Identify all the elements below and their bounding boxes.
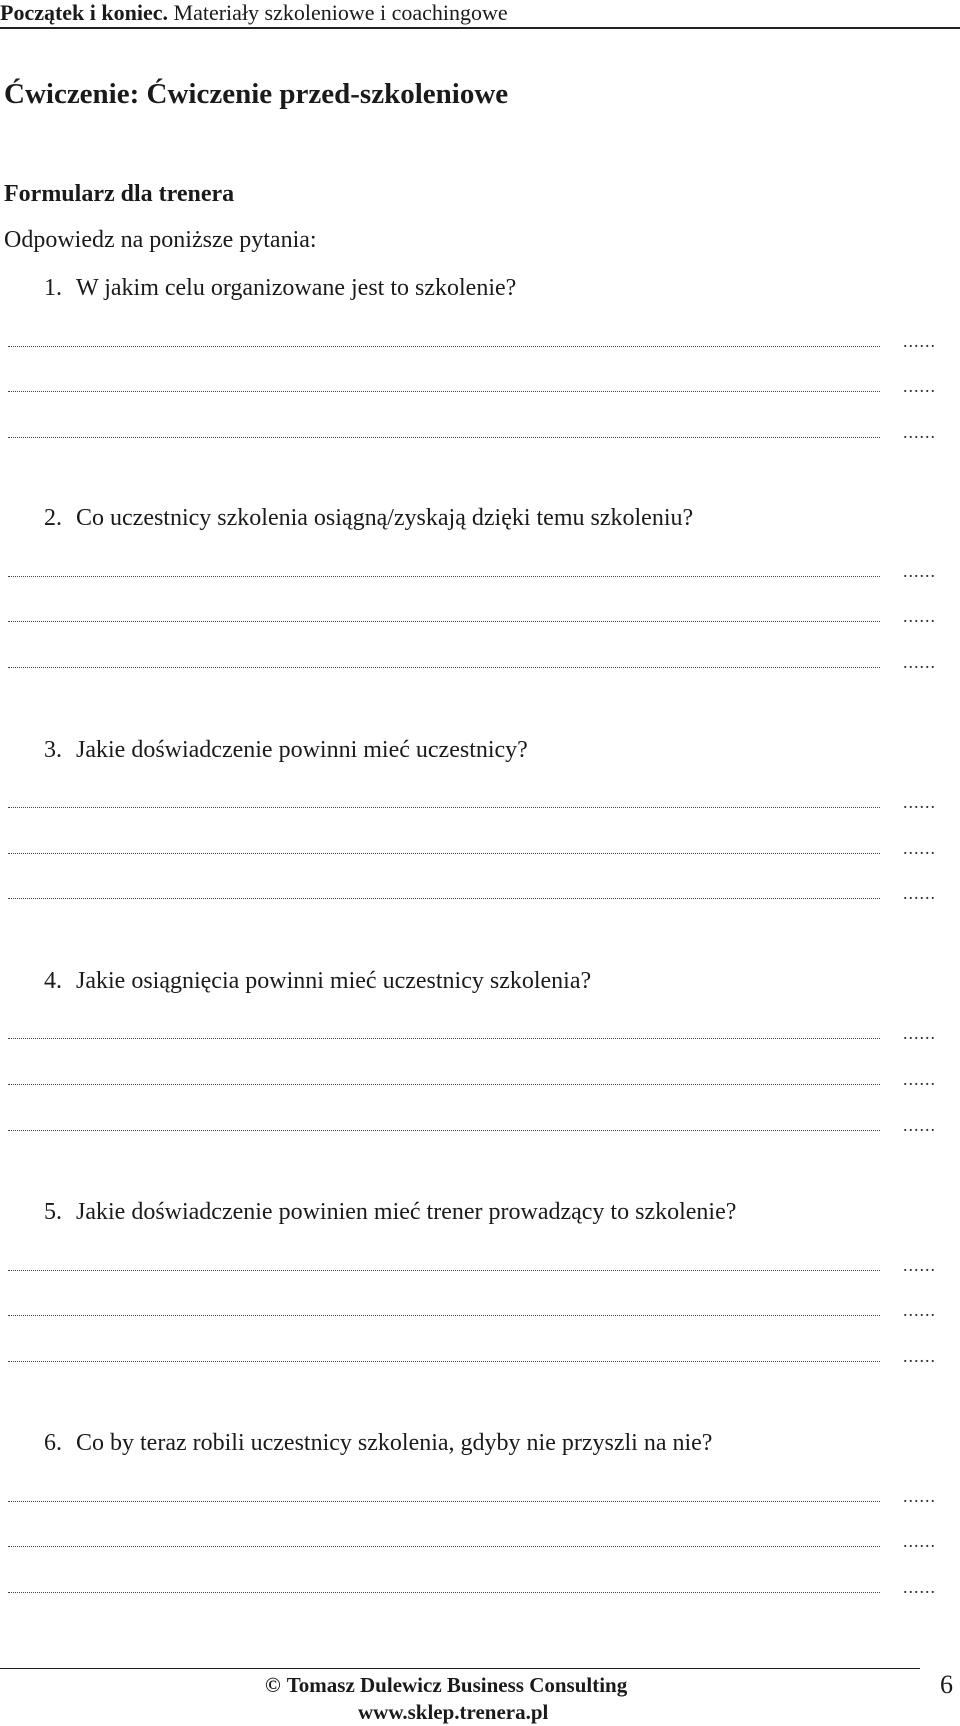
footer-company: Tomasz Dulewicz Business Consulting (286, 1673, 628, 1697)
question-label: Jakie doświadczenie powinni mieć uczestnicy? (76, 737, 528, 763)
answer-line-end: ...... (903, 1024, 936, 1042)
copyright-icon: © (265, 1673, 281, 1697)
answer-line-end: ...... (903, 1578, 936, 1596)
exercise-title: Ćwiczenie: Ćwiczenie przed-szkoleniowe (4, 78, 509, 110)
answer-line[interactable] (8, 1347, 936, 1365)
question-text (44, 965, 591, 997)
question-text (44, 1427, 712, 1459)
answer-line[interactable] (8, 562, 936, 580)
answer-line[interactable] (8, 1070, 936, 1088)
answer-line-end: ...... (903, 884, 936, 902)
footer-url: www.sklep.trenera.pl (358, 1700, 549, 1724)
page-number: 6 (940, 1670, 953, 1699)
question-label: Co by teraz robili uczestnicy szkolenia, gdyby nie przyszli na nie? (76, 1430, 713, 1456)
answer-line-end: ...... (903, 839, 936, 857)
question-number: 3. (44, 737, 62, 763)
question-label: W jakim celu organizowane jest to szkolenie? (76, 275, 517, 301)
question-label: Jakie osiągnięcia powinni mieć uczestnicy szkolenia? (76, 968, 592, 994)
answer-line-end: ...... (903, 1116, 936, 1134)
question-number: 6. (44, 1430, 62, 1456)
question-text (44, 272, 516, 304)
answer-line-end: ...... (903, 423, 936, 441)
answer-line[interactable] (8, 1116, 936, 1134)
answer-line-end: ...... (903, 1487, 936, 1505)
footer-divider (0, 1668, 920, 1669)
footer-copyright (265, 1670, 627, 1700)
answer-line[interactable] (8, 607, 936, 625)
answer-line[interactable] (8, 377, 936, 395)
question-number: 4. (44, 968, 62, 994)
answer-line[interactable] (8, 1578, 936, 1596)
answer-line[interactable] (8, 1532, 936, 1550)
answer-line-end: ...... (903, 1532, 936, 1550)
answer-line[interactable] (8, 653, 936, 671)
answer-line-end: ...... (903, 377, 936, 395)
answer-line-end: ...... (903, 1070, 936, 1088)
instruction-text: Odpowiedz na poniższe pytania: (4, 227, 317, 253)
form-title: Formularz dla trenera (4, 181, 235, 207)
answer-line[interactable] (8, 332, 936, 350)
page-header (0, 0, 960, 29)
answer-line[interactable] (8, 1024, 936, 1042)
answer-line-end: ...... (903, 607, 936, 625)
answer-line-end: ...... (903, 793, 936, 811)
question-label: Jakie doświadczenie powinien mieć trener prowadzący to szkolenie? (76, 1199, 737, 1225)
answer-line[interactable] (8, 793, 936, 811)
header-subtitle: Materiały szkoleniowe i coachingowe (173, 0, 508, 25)
answer-line-end: ...... (903, 1301, 936, 1319)
question-text (44, 734, 528, 766)
question-number: 2. (44, 505, 62, 531)
question-text (44, 1196, 736, 1228)
question-label: Co uczestnicy szkolenia osiągną/zyskają dzięki temu szkoleniu? (76, 505, 694, 531)
answer-line-end: ...... (903, 653, 936, 671)
answer-line[interactable] (8, 1256, 936, 1274)
question-text (44, 502, 693, 534)
answer-line[interactable] (8, 423, 936, 441)
answer-line-end: ...... (903, 1347, 936, 1365)
answer-line-end: ...... (903, 562, 936, 580)
answer-line[interactable] (8, 1487, 936, 1505)
question-number: 5. (44, 1199, 62, 1225)
answer-line[interactable] (8, 1301, 936, 1319)
answer-line[interactable] (8, 884, 936, 902)
answer-line-end: ...... (903, 1256, 936, 1274)
answer-line[interactable] (8, 839, 936, 857)
answer-line-end: ...... (903, 332, 936, 350)
question-number: 1. (44, 275, 62, 301)
header-brand: Początek i koniec. (0, 0, 169, 25)
